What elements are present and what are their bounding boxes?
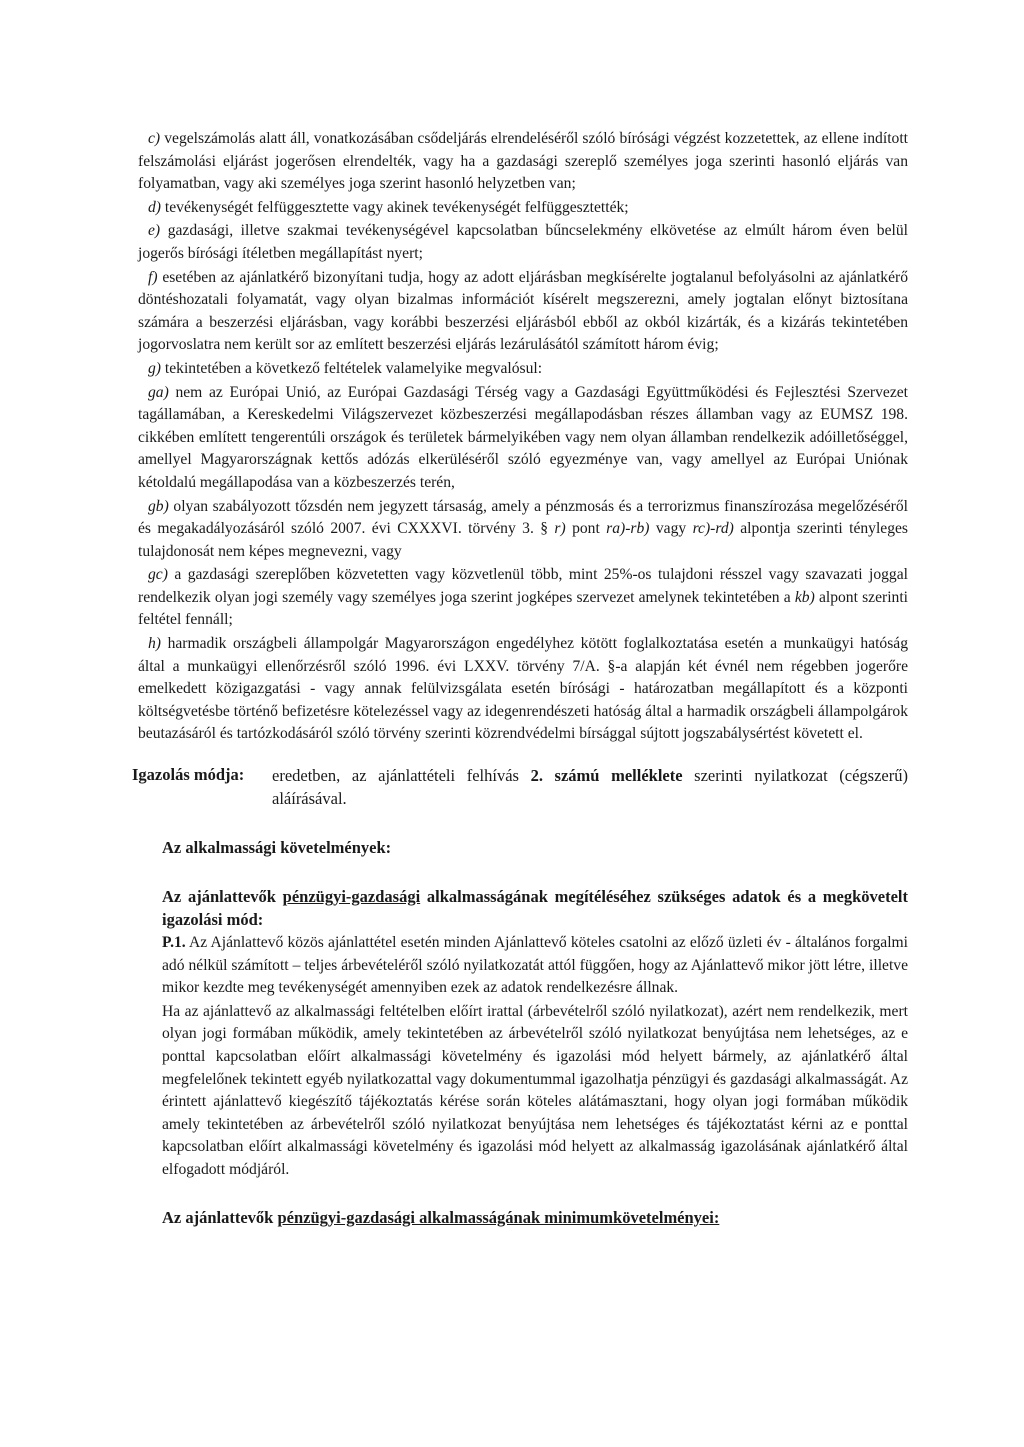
reference: rc)-rd): [692, 520, 734, 538]
minimum-requirements-heading: [162, 1206, 908, 1229]
item-marker: e): [148, 222, 161, 240]
heading-text: Az ajánlattevők: [162, 887, 283, 907]
paragraph-g: [138, 358, 908, 381]
paragraph-text: vegelszámolás alatt áll, vonatkozásában csődeljárás elrendeléséről szóló bírósági végzést kozzetettek, az ellene indított felszámolási eljárást jogerősen elrendelték, vagy ha a gazdasági szereplő személyes joga szerinti hasonló eljárás van folyamatban, vagy aki személyes joga szerint hasonló helyzetben van;: [138, 130, 908, 193]
paragraph-p1: [162, 932, 908, 1000]
document-body: [132, 128, 909, 1229]
paragraph-e: [138, 220, 908, 265]
paragraph-c: [138, 128, 908, 196]
item-marker: gb): [148, 497, 169, 515]
paragraph-text: gazdasági, illetve szakmai tevékenységével kapcsolatban bűncselekmény elkövetése az elmúlt három éven belül jogerős bírósági ítéletben megállapítást nyert;: [138, 222, 908, 262]
paragraph-text: esetében az ajánlatkérő bizonyítani tudja, hogy az adott eljárásban megkísérelte jogtalanul befolyásolni az ajánlatkérő döntéshozatali folyamatát, vagy olyan bizalmas információt kísérelt megszerezni, amely jogtalan előnyt biztosítana számára a beszerzési eljárásban, vagy korábbi beszerzési eljárásból ebből az okból kizárták, és a kizárás tekintetében jogorvoslatra nem került sor az említett beszerzési eljárás lezárulásától számított három évig;: [138, 268, 908, 354]
paragraph-text: vagy: [649, 520, 693, 538]
item-marker: ga): [148, 383, 169, 401]
verification-text: szerinti nyilatkozat (cégszerű) aláírásával.: [272, 766, 908, 809]
item-marker: g): [148, 359, 161, 377]
reference: ra)-rb): [606, 520, 650, 538]
verification-block: [132, 764, 908, 810]
paragraph-text: olyan szabályozott tőzsdén nem jegyzett társaság, amely a pénzmosás és a terrorizmus finanszírozása megelőzéséről és megakadályozásáról szóló 2007. évi CXXXVI. törvény 3. §: [138, 497, 908, 538]
suitability-section: [138, 836, 908, 1229]
paragraph-h: [138, 633, 908, 746]
heading-text: Az ajánlattevők: [162, 1207, 278, 1227]
item-marker: gc): [148, 566, 168, 584]
heading-underlined: pénzügyi-gazdasági: [282, 887, 421, 907]
item-marker: c): [148, 130, 161, 147]
paragraph-text: nem az Európai Unió, az Európai Gazdasági Térség vagy a Gazdasági Együttműködési és Fejlesztési Szervezet tagállamában, a Kereskedelmi Világszervezet közbeszerzési megállapodásban részes államban vagy az EUMSZ 198. cikkében említett tengerentúli országok és területek bármelyikében vagy nem olyan államban rendelkezik adóilletőséggel, amellyel Magyarországnak kettős adózás elkerüléséről szóló egyezménye van, vagy amellyel az Európai Uniónak kétoldalú megállapodása van a közbeszerzés terén,: [138, 383, 908, 491]
heading-text: alkalmasságának megítéléséhez szükséges adatok és a megkövetelt igazolási mód:: [162, 887, 908, 930]
annex-reference: 2. számú melléklete: [530, 766, 683, 786]
paragraph-ga: [138, 382, 908, 495]
item-marker: h): [148, 635, 161, 653]
item-marker: P.1.: [162, 934, 186, 952]
paragraph-d: [138, 197, 908, 220]
paragraph-gb: [138, 496, 908, 564]
paragraph-text: alpontja szerinti tényleges tulajdonosát nem képes megnevezni, vagy: [138, 520, 908, 560]
paragraph-gc: [138, 564, 908, 632]
verification-label: Igazolás módja:: [132, 765, 245, 785]
verification-value: [272, 764, 908, 810]
item-marker: f): [148, 268, 158, 286]
paragraph-text: Az Ajánlattevő közös ajánlattétel esetén minden Ajánlattevő köteles csatolni az előző üzleti év - általános forgalmi adó nélkül számított – teljes árbevételéről szóló nyilatkozatát attól függően, hogy az Ajánlattevő mikor jött létre, illetve mikor kezdte meg tevékenységét amennyiben ezek az adatok rendelkezésre állnak.: [162, 934, 909, 997]
reference: r): [554, 520, 566, 538]
reference: kb): [794, 588, 815, 606]
suitability-heading: Az alkalmassági követelmények:: [162, 838, 392, 858]
paragraph-text: harmadik országbeli állampolgár Magyarországon engedélyhez kötött foglalkoztatása esetén a munkaügyi hatóság által a munkaügyi ellenőrzésről szóló 1996. évi LXXV. törvény 7/A. §-a alapján két évnél nem régebben jogerőre emelkedett közigazgatási - vagy annak felülvizsgálata esetén bírósági - határozatban megállapított és a központi költségvetésbe történő befizetésre kötelezéssel vagy az idegenrendészeti hatóság által a harmadik országbeli állampolgárok beutazásáról és tartózkodásáról szóló törvény szerinti közrendvédelmi bírsággal sújtott jogszabálysértést követett el.: [138, 635, 909, 743]
paragraph-text: pont: [565, 520, 607, 538]
paragraph-text: a gazdasági szereplőben közvetetten vagy közvetlenül több, mint 25%-os tulajdoni résszel vagy szavazati joggal rendelkezik olyan jogi személy vagy személyes joga szerint jogképes szervezet amelynek tekintetében a: [138, 566, 908, 606]
financial-heading: [162, 885, 908, 931]
paragraph-text: tekintetében a következő feltételek valamelyike megvalósul:: [164, 359, 543, 377]
heading-underlined: pénzügyi-gazdasági alkalmasságának minimumkövetelményei:: [277, 1207, 720, 1227]
item-marker: d): [148, 198, 161, 216]
verification-text: eredetben, az ajánlattételi felhívás: [272, 766, 531, 786]
paragraph-text: tevékenységét felfüggesztette vagy akinek tevékenységét felfüggesztették;: [164, 198, 629, 216]
paragraph-text: alpont szerinti feltétel fennáll;: [138, 588, 908, 629]
paragraph-f: [138, 267, 908, 357]
paragraph-p1-continued: Ha az ajánlattevő az alkalmassági feltételben előírt irattal (árbevételről szóló nyilatkozat), azért nem rendelkezik, mert olyan jogi formában működik, amely tekintetében az árbevételről szóló nyilatkozat benyújtása nem lehetséges, az e ponttal kapcsolatban előírt alkalmassági követelmény és igazolási mód helyett bármely, az ajánlatkérő által megfelelőnek tekintett egyéb nyilatkozattal vagy dokumentummal igazolhatja pénzügyi és gazdasági alkalmasságát. Az érintett ajánlattevő kiegészítő tájékoztatás kérése során köteles alátámasztani, hogy olyan jogi formában működik amely tekintetében az árbevételről szóló nyilatkozat benyújtása nem lehetséges és tájékoztatást kérni az e ponttal kapcsolatban előírt alkalmassági követelmény és igazolási mód helyett az alkalmasság igazolásának ajánlatkérő által elfogadott módjáról.: [162, 1002, 908, 1178]
